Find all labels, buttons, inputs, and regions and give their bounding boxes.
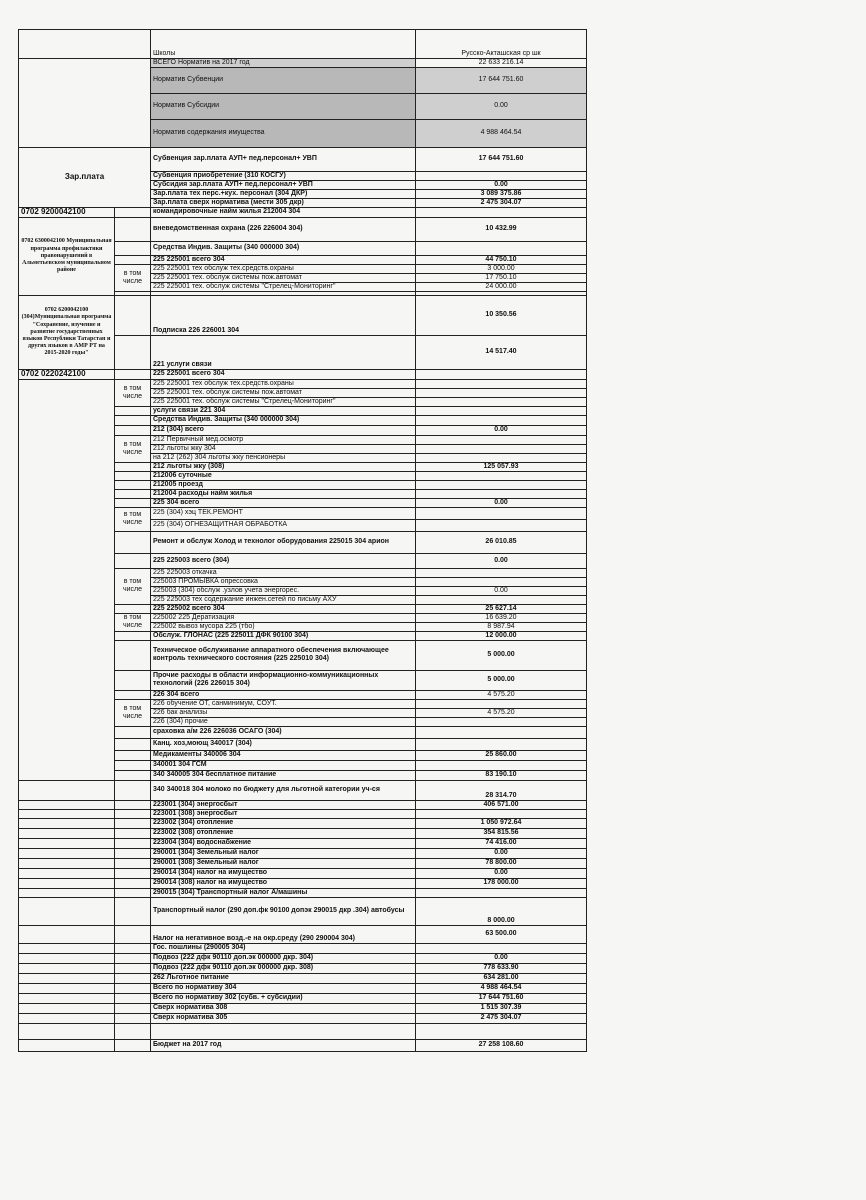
total-norm-value: 22 633 216.14 <box>416 59 587 68</box>
table-row: 212 (304) всего 0.00 <box>19 425 587 435</box>
table-row: 225 225001 тех. обслуж системы пож.автомат 17 750.10 <box>19 273 587 282</box>
table-row: 225 304 всего 0.00 <box>19 498 587 507</box>
table-row: в том числе 225 225003 откачка <box>19 568 587 577</box>
table-row: 225003 ПРОМЫВКА опрессовка <box>19 577 587 586</box>
table-row: в том числе 226 обучение ОТ, санминимум, СОУТ. <box>19 699 587 708</box>
table-row: 225 225001 всего 304 44 750.10 <box>19 255 587 264</box>
table-row: 0702 6200042100 (304)Муниципальная программа "Сохранение, изучение и развитие государственных языков Республики Татарстан и других языков в АМР РТ на 2015-2020 годы" Подписка 226 226001 304 10 350.56 <box>19 295 587 335</box>
table-row: услуги связи 221 304 <box>19 406 587 415</box>
table-row: 223004 (304) водоснабжение 74 416.00 <box>19 838 587 848</box>
table-row: 223001 (308) энергосбыт <box>19 809 587 818</box>
table-row: Медикаменты 340006 304 25 860.00 <box>19 750 587 760</box>
table-row: 262 Льготное питание 634 281.00 <box>19 973 587 983</box>
code-0220242100: 0702 0220242100 <box>19 369 115 379</box>
budget-total-row <box>19 1039 587 1051</box>
table-row: Зар.плата Субвенция зар.плата АУП+ пед.персонал+ УВП 17 644 751.60 <box>19 147 587 171</box>
school-name: Русско-Акташская ср шк <box>416 30 587 59</box>
table-row: Подвоз (222 дфк 90110 доп.эк 000000 дкр. 308) 778 633.90 <box>19 963 587 973</box>
code-6300042100: 0702 6300042100 Муниципальная программа профилактики правонарушений в Альметьевском муниципальном районе <box>19 217 115 295</box>
table-row: Субвенция приобретение (310 КОСГУ) <box>19 171 587 180</box>
table-row: 0702 6300042100 Муниципальная программа профилактики правонарушений в Альметьевском муниципальном районе вневедомственная охрана (226 226004 304) 10 432.99 <box>19 217 587 241</box>
table-row: 226 304 всего 4 575.20 <box>19 690 587 699</box>
table-row: Норматив Субвенции 17 644 751.60 <box>19 67 587 93</box>
table-row: 290014 (304) налог на имущество 0.00 <box>19 868 587 878</box>
table-row: в том числе 212 Первичный мед.осмотр <box>19 435 587 444</box>
table-row: Всего по нормативу 302 (субв. + субсидии) 17 644 751.60 <box>19 993 587 1003</box>
table-row: 212006 суточные <box>19 471 587 480</box>
table-row: 225 225001 тех. обслуж системы пож.автомат <box>19 388 587 397</box>
table-row: 223002 (304) отопление 1 050 972.64 <box>19 818 587 828</box>
table-row: 225002 вывоз мусора 225 (тбо) 8 987.94 <box>19 622 587 631</box>
table-row: Прочие расходы в области информационно-коммуникационных технологий (226 226015 304) 5 000.00 <box>19 670 587 690</box>
table-row: Техническое обслуживание аппаратного обеспечения включающее контроль технического состояния (225 225010 304) 5 000.00 <box>19 640 587 670</box>
table-row: Средства Индив. Защиты (340 000000 304) <box>19 415 587 425</box>
schools-label: Школы <box>151 30 416 59</box>
budget-total-value: 27 258 108.60 <box>416 1039 587 1051</box>
table-row: в том числе 225 (304) хэц ТЕК.РЕМОНТ <box>19 507 587 519</box>
table-row <box>19 1023 587 1039</box>
code-9200042100: 0702 9200042100 <box>19 207 115 217</box>
table-row: 225003 (304) обслуж .узлов учета энергорес. 0.00 <box>19 586 587 595</box>
total-norm-label: ВСЕГО Норматив на 2017 год <box>151 59 416 68</box>
table-row: Всего по нормативу 304 4 988 464.54 <box>19 983 587 993</box>
table-row: Средства Индив. Защиты (340 000000 304) <box>19 241 587 255</box>
table-row: в том числе 225 225001 тех обслуж тех.средств.охраны <box>19 379 587 388</box>
table-row: Зар.плата тех перс.+кух. персонал (304 ДКР) 3 089 375.86 <box>19 189 587 198</box>
table-row: Канц. хоз,моющ 340017 (304) <box>19 738 587 750</box>
table-row: на 212 (262) 304 льготы жку пенсионеры <box>19 453 587 462</box>
table-row: 225 (304) ОГНЕЗАЩИТНАЯ ОБРАБОТКА <box>19 519 587 531</box>
table-row: 290001 (308) Земельный налог 78 800.00 <box>19 858 587 868</box>
table-row <box>19 59 587 68</box>
zarplata-group-label: Зар.плата <box>19 147 151 207</box>
table-row: 225 225002 всего 304 25 627.14 <box>19 604 587 613</box>
table-row: Норматив Субсидии 0.00 <box>19 93 587 119</box>
table-row: в том числе 225 225001 тех обслуж тех.средств.охраны 3 000.00 <box>19 264 587 273</box>
table-row: 212 льготы жку 304 <box>19 444 587 453</box>
table-row: Подвоз (222 дфк 90110 доп.эк 000000 дкр. 304) 0.00 <box>19 953 587 963</box>
table-row: Сверх норматива 308 1 515 307.39 <box>19 1003 587 1013</box>
table-row: Транспортный налог (290 доп.фк 90100 допэк 290015 дкр .304) автобусы 8 000.00 <box>19 897 587 925</box>
table-row: Налог на негативное возд.-е на окр.среду (290 290004 304) 63 500.00 <box>19 925 587 943</box>
table-row: 221 услуги связи 14 517.40 <box>19 335 587 369</box>
table-row: 226 (304) прочие <box>19 717 587 726</box>
budget-total-label: Бюджет на 2017 год <box>151 1039 416 1051</box>
table-row: 290001 (304) Земельный налог 0.00 <box>19 848 587 858</box>
table-row: 223001 (304) энергосбыт 406 571.00 <box>19 800 587 809</box>
table-row: Обслуж. ГЛОНАС (225 225011 ДФК 90100 304) 12 000.00 <box>19 631 587 640</box>
table-row: Норматив содержания имущества 4 988 464.54 <box>19 119 587 147</box>
table-row: Зар.плата сверх норматива (мести 305 дкр) 2 475 304.07 <box>19 198 587 207</box>
table-row: 212005 проезд <box>19 480 587 489</box>
table-row: 226 бак анализы 4 575.20 <box>19 708 587 717</box>
table-row: 212004 расходы найм жилья <box>19 489 587 498</box>
table-row: Сверх норматива 305 2 475 304.07 <box>19 1013 587 1023</box>
table-row: 223002 (308) отопление 354 815.56 <box>19 828 587 838</box>
table-row: 225 225003 тех содержание инжен.сетей по письму АХУ <box>19 595 587 604</box>
budget-table <box>18 29 587 1052</box>
table-row: 290014 (308) налог на имущество 178 000.00 <box>19 878 587 888</box>
code-6200042100: 0702 6200042100 (304)Муниципальная программа "Сохранение, изучение и развитие государственных языков Республики Татарстан и других языков в АМР РТ на 2015-2020 годы" <box>19 295 115 369</box>
table-row: 225 225001 тех. обслуж системы "Стрелец-Мониторинг" 24 000.00 <box>19 282 587 291</box>
table-row: 0702 9200042100 командировочные найм жилья 212004 304 <box>19 207 587 217</box>
table-row: 290015 (304) Транспортный налог А/машины <box>19 888 587 897</box>
table-row: в том числе 225002 225 Дератизация 16 639.20 <box>19 613 587 622</box>
table-row: 225 225001 тех. обслуж системы "Стрелец-Мониторинг" <box>19 397 587 406</box>
table-row: Ремонт и обслуж Холод и технолог оборудования 225015 304 арион 26 010.85 <box>19 531 587 553</box>
table-row: 340 340005 304 бесплатное питание 83 190.10 <box>19 770 587 780</box>
table-row: Субсидия зар.плата АУП+ пед.персонал+ УВП 0.00 <box>19 180 587 189</box>
table-row: 225 225003 всего (304) 0.00 <box>19 553 587 568</box>
table-row: Гос. пошлины (290005 304) <box>19 943 587 953</box>
table-row: 340001 304 ГСМ <box>19 760 587 770</box>
table-header-row <box>19 30 587 59</box>
table-row: 212 льготы жку (308) 125 057.93 <box>19 462 587 471</box>
table-row: 340 340018 304 молоко по бюджету для льготной категории уч-ся 28 314.70 <box>19 780 587 800</box>
table-row: сраховка а/м 226 226036 ОСАГО (304) <box>19 726 587 738</box>
table-row: 0702 0220242100 225 225001 всего 304 <box>19 369 587 379</box>
